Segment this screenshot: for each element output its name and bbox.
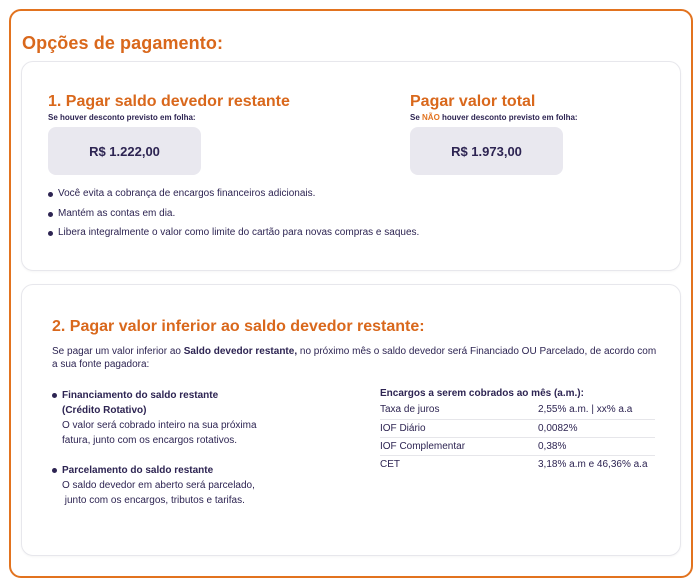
intro-bold: Saldo devedor restante, — [183, 346, 298, 357]
financing-desc-line1: O valor será cobrado inteiro na sua próxima — [62, 420, 257, 431]
installment-item — [52, 463, 372, 508]
option-pay-total-title: Pagar valor total — [410, 93, 536, 110]
charges-section — [380, 388, 655, 473]
remaining-amount-button[interactable]: R$ 1.222,00 — [48, 127, 201, 175]
partial-payment-card — [21, 284, 681, 556]
installment-desc-line2: junto com os encargos, tributos e tarifas. — [62, 495, 245, 506]
financing-item — [52, 388, 372, 448]
intro-prefix: Se pagar um valor inferior ao — [52, 346, 184, 357]
subtitle-prefix: Se — [410, 113, 423, 122]
option-pay-remaining — [48, 93, 290, 175]
table-row — [380, 401, 655, 419]
option-pay-total-subtitle — [410, 113, 578, 122]
option-pay-remaining-subtitle: Se houver desconto previsto em folha: — [48, 113, 196, 122]
total-amount-button[interactable]: R$ 1.973,00 — [410, 127, 563, 175]
option-pay-less-intro — [52, 346, 662, 371]
financing-title: Financiamento do saldo restante — [62, 390, 219, 401]
table-row — [380, 437, 655, 455]
charges-table — [380, 401, 655, 473]
option-pay-less-title: 2. Pagar valor inferior ao saldo devedor restante: — [52, 318, 425, 335]
payment-modes-list — [52, 388, 372, 508]
intro-suffix: no próximo mês o saldo devedor será Financiado OU Parcelado, de acordo com a sua fonte pagadora: — [52, 346, 657, 370]
option-pay-total — [410, 93, 578, 175]
charge-value: 0,38% — [538, 437, 655, 455]
benefit-item: Mantém as contas em dia. — [48, 207, 419, 227]
option-pay-remaining-title: 1. Pagar saldo devedor restante — [48, 93, 290, 110]
charge-value: 2,55% a.m. | xx% a.a — [538, 401, 655, 419]
table-row — [380, 455, 655, 473]
page-title: Opções de pagamento: — [22, 33, 224, 53]
installment-title: Parcelamento do saldo restante — [62, 465, 214, 476]
benefits-list — [48, 187, 419, 246]
table-row — [380, 419, 655, 437]
financing-subtitle: (Crédito Rotativo) — [62, 405, 147, 416]
charge-label: Taxa de juros — [380, 401, 538, 419]
charge-label: CET — [380, 458, 400, 470]
charge-label: IOF Diário — [380, 419, 538, 437]
charge-value: 3,18% a.m e 46,36% a.a — [538, 458, 648, 470]
financing-desc-line2: fatura, junto com os encargos rotativos. — [62, 435, 238, 446]
subtitle-highlight: NÃO — [422, 113, 440, 122]
full-payment-card — [21, 61, 681, 271]
subtitle-suffix: houver desconto previsto em folha: — [439, 113, 578, 122]
installment-desc-line1: O saldo devedor em aberto será parcelado, — [62, 480, 255, 491]
charges-title: Encargos a serem cobrados ao mês (a.m.): — [380, 388, 584, 399]
charge-value: 0,0082% — [538, 419, 655, 437]
payment-options-panel — [9, 9, 693, 578]
benefit-item: Libera integralmente o valor como limite do cartão para novas compras e saques. — [48, 226, 419, 246]
charge-label: IOF Complementar — [380, 437, 538, 455]
benefit-item: Você evita a cobrança de encargos financeiros adicionais. — [48, 187, 419, 207]
